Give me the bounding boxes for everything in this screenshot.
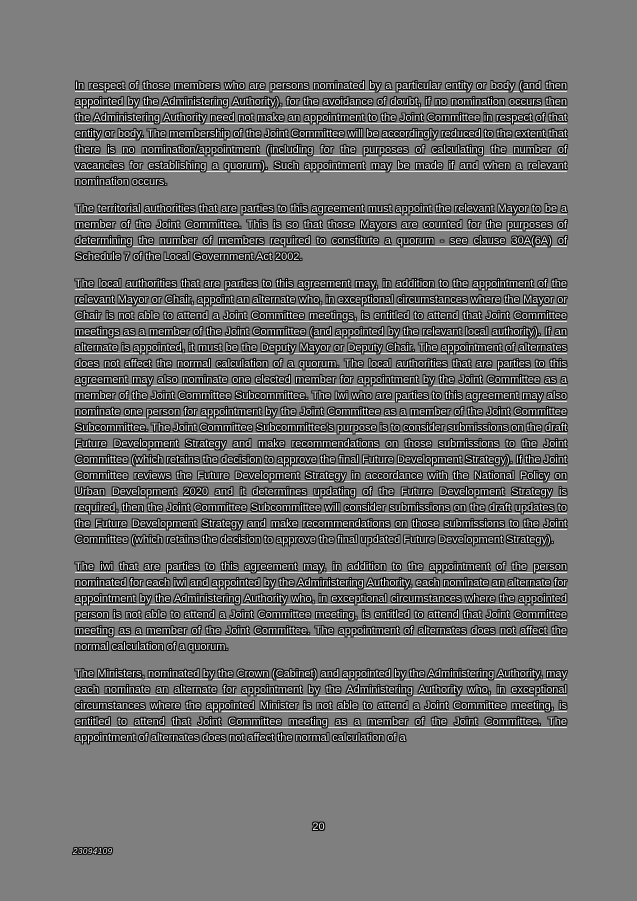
page-body xyxy=(75,78,567,757)
document-reference-number: 23094109 xyxy=(73,847,113,856)
paragraph-territorial-authorities: The territorial authorities that are parties to this agreement must appoint the relevant Mayor to be a member of the Joint Committee. This is so that those Mayors are counted for the purposes of determining the number of members required to constitute a quorum - see clause 30A(6A) of Schedule 7 of the Local Government Act 2002. xyxy=(75,203,567,263)
page-number: 20 xyxy=(312,821,325,833)
paragraph-iwi-alternates: The iwi that are parties to this agreement may, in addition to the appointment of the person nominated for each iwi and appointed by the Administering Authority, each nominate an alternate for appointment by the Administering Authority who, in exceptional circumstances where the appointed person is not able to attend a Joint Committee meeting, is entitled to attend that Joint Committee meeting as a member of the Joint Committee. The appointment of alternates does not affect the normal calculation of a quorum. xyxy=(75,561,567,653)
paragraph-nomination-appointments: In respect of those members who are persons nominated by a particular entity or body (and then appointed by the Administering Authority), for the avoidance of doubt, if no nomination occurs then the Administering Authority need not make an appointment to the Joint Committee in respect of that entity or body. The membership of the Joint Committee will be accordingly reduced to the extent that there is no nomination/appointment (including for the purposes of calculating the number of vacancies for establishing a quorum). Such appointment may be made if and when a relevant nomination occurs. xyxy=(75,80,567,188)
paragraph-ministers-alternates: The Ministers, nominated by the Crown (Cabinet) and appointed by the Administering Authority, may each nominate an alternate for appointment by the Administering Authority who, in exceptional circumstances where the appointed Minister is not able to attend a Joint Committee meeting, is entitled to attend that Joint Committee meeting as a member of the Joint Committee. The appointment of alternates does not affect the normal calculation of a xyxy=(75,668,567,744)
paragraph-local-authorities-alternates: The local authorities that are parties to this agreement may, in addition to the appointment of the relevant Mayor or Chair, appoint an alternate who, in exceptional circumstances where the Mayor or Chair is not able to attend a Joint Committee meetings, is entitled to attend that Joint Committee meetings as a member of the Joint Committee (and appointed by the relevant local authority). If an alternate is appointed, it must be the Deputy Mayor or Deputy Chair. The appointment of alternates does not affect the normal calculation of a quorum. The local authorities that are parties to this agreement may also nominate one elected member for appointment by the Joint Committee as a member of the Joint Committee Subcommittee. The Iwi who are parties to this agreement may also nominate one person for appointment by the Joint Committee as a member of the Joint Committee Subcommittee. The Joint Committee Subcommittee's purpose is to consider submissions on the draft Future Development Strategy and make recommendations on those submissions to the Joint Committee (which retains the decision to approve the final Future Development Strategy). If the Joint Committee reviews the Future Development Strategy in accordance with the National Policy on Urban Development 2020 and it determines updating of the Future Development Strategy is required, then the Joint Committee Subcommittee will consider submissions on the draft updates to the Future Development Strategy and make recommendations on those submissions to the Joint Committee (which retains the decision to approve the final updated Future Development Strategy). xyxy=(75,278,567,546)
